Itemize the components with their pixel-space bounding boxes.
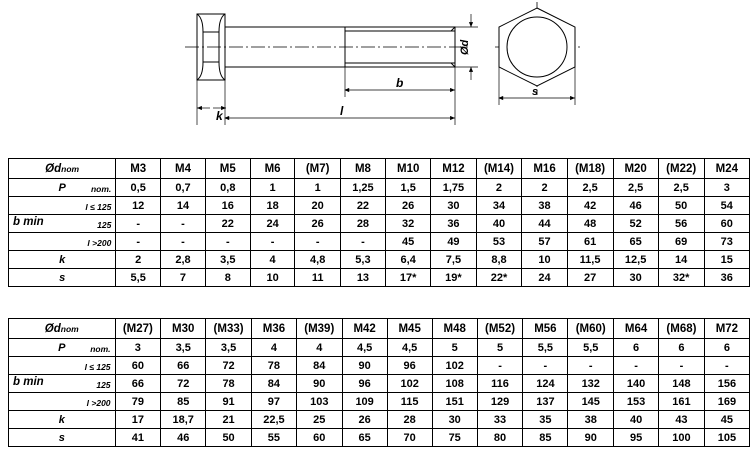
table-cell: 26 (342, 411, 387, 429)
row-label: b min 125 (9, 375, 116, 393)
table-cell: 52 (613, 215, 658, 233)
table-cell: 4,8 (295, 251, 340, 269)
table-cell: - (250, 233, 295, 251)
table-cell: 14 (658, 251, 704, 269)
header-cell: (M7) (295, 159, 340, 179)
table-cell: 60 (296, 429, 342, 447)
table-cell: 72 (206, 357, 252, 375)
table-cell: 36 (704, 269, 749, 287)
table-cell: 2,5 (613, 179, 658, 197)
header-cell: M4 (161, 159, 206, 179)
table-cell: 103 (296, 393, 342, 411)
table-cell: 18,7 (161, 411, 206, 429)
table-cell: 14 (161, 197, 206, 215)
table-cell: 151 (432, 393, 477, 411)
table-cell: 96 (342, 375, 387, 393)
table-cell: 44 (522, 215, 567, 233)
table-cell: 84 (296, 357, 342, 375)
header-cell: M3 (116, 159, 161, 179)
table-cell: 41 (115, 429, 161, 447)
table-cell: 24 (522, 269, 567, 287)
header-cell: M48 (432, 319, 477, 339)
table-cell: 28 (387, 411, 432, 429)
header-cell: M6 (250, 159, 295, 179)
row-label: l >200 (9, 393, 116, 411)
table-cell: 66 (161, 357, 206, 375)
table-cell: 45 (386, 233, 431, 251)
table-cell: 5 (432, 339, 477, 357)
table-cell: 70 (387, 429, 432, 447)
table-cell: 26 (386, 197, 431, 215)
table-cell: 2 (522, 179, 567, 197)
table-cell: - (116, 233, 161, 251)
table-cell: 5,5 (523, 339, 568, 357)
table-cell: 12 (116, 197, 161, 215)
table-cell: 61 (567, 233, 613, 251)
header-cell: (M39) (296, 319, 342, 339)
table-cell: 105 (704, 429, 749, 447)
table-cell: 56 (658, 215, 704, 233)
table-cell: 60 (704, 215, 749, 233)
table-cell: 40 (614, 411, 659, 429)
table-cell: 148 (659, 375, 705, 393)
table-cell: 90 (342, 357, 387, 375)
header-cell: M42 (342, 319, 387, 339)
table-cell: 4,5 (342, 339, 387, 357)
table-row (9, 251, 750, 269)
row-label: s (9, 429, 116, 447)
header-cell: M8 (340, 159, 385, 179)
table-cell: 137 (523, 393, 568, 411)
table-cell: 4,5 (387, 339, 432, 357)
header-cell: M24 (704, 159, 749, 179)
header-cell: (M14) (476, 159, 522, 179)
table-cell: - (340, 233, 385, 251)
table-cell: 90 (568, 429, 614, 447)
table-cell: 11 (295, 269, 340, 287)
table-cell: 38 (522, 197, 567, 215)
table-cell: 60 (115, 357, 161, 375)
table-cell: 35 (523, 411, 568, 429)
table-cell: 53 (476, 233, 522, 251)
table-cell: 7 (161, 269, 206, 287)
header-cell: M20 (613, 159, 658, 179)
table-cell: 97 (251, 393, 296, 411)
table-cell: 55 (251, 429, 296, 447)
table-cell: 7,5 (431, 251, 476, 269)
table-cell: 20 (295, 197, 340, 215)
table-cell: 90 (296, 375, 342, 393)
table-cell: 115 (387, 393, 432, 411)
table-cell: 169 (704, 393, 749, 411)
table-metric-large (8, 318, 750, 447)
table-cell: 45 (704, 411, 749, 429)
table-cell: 1,75 (431, 179, 476, 197)
table-cell: - (116, 215, 161, 233)
table-cell: 153 (614, 393, 659, 411)
table-cell: - (614, 357, 659, 375)
table-cell: - (523, 357, 568, 375)
table-metric-small (8, 158, 750, 287)
dim-b-label: b (396, 76, 404, 90)
table-cell: 12,5 (613, 251, 658, 269)
table-cell: 8,8 (476, 251, 522, 269)
header-cell: (M27) (115, 319, 161, 339)
table-row (9, 357, 750, 375)
table-cell: 22 (205, 215, 250, 233)
table-cell: 50 (658, 197, 704, 215)
table-cell: 4 (250, 251, 295, 269)
table-row (9, 393, 750, 411)
header-cell-diameter: Ødnom (9, 319, 116, 339)
table-cell: 11,5 (567, 251, 613, 269)
table-row (9, 269, 750, 287)
table-cell: 26 (295, 215, 340, 233)
table-cell: 34 (476, 197, 522, 215)
table-cell: - (477, 357, 523, 375)
table-cell: 36 (431, 215, 476, 233)
table-cell: 78 (251, 357, 296, 375)
table-cell: 3 (704, 179, 749, 197)
row-label: P nom. (9, 179, 116, 197)
table-cell: 33 (477, 411, 523, 429)
table-cell: 30 (613, 269, 658, 287)
table-cell: 78 (206, 375, 252, 393)
table-row (9, 339, 750, 357)
table-cell: 3,5 (206, 339, 252, 357)
table-cell: 0,8 (205, 179, 250, 197)
table-cell: 145 (568, 393, 614, 411)
table-cell: 6 (704, 339, 749, 357)
table-cell: - (659, 357, 705, 375)
table-cell: 109 (342, 393, 387, 411)
table-cell: 4 (251, 339, 296, 357)
table-cell: 46 (613, 197, 658, 215)
table-cell: 80 (477, 429, 523, 447)
table-cell: 10 (250, 269, 295, 287)
header-cell: (M60) (568, 319, 614, 339)
table-cell: 1 (295, 179, 340, 197)
header-cell: M36 (251, 319, 296, 339)
table-cell: 6 (659, 339, 705, 357)
table-cell: 42 (567, 197, 613, 215)
table-row (9, 215, 750, 233)
header-cell: (M33) (206, 319, 252, 339)
table-cell: 30 (431, 197, 476, 215)
table-cell: 24 (250, 215, 295, 233)
dim-l-label: l (340, 104, 344, 118)
header-cell: M16 (522, 159, 567, 179)
table-cell: 116 (477, 375, 523, 393)
header-cell: M5 (205, 159, 250, 179)
table-cell: 48 (567, 215, 613, 233)
table-cell: 21 (206, 411, 252, 429)
table-cell: 22,5 (251, 411, 296, 429)
table-cell: 40 (476, 215, 522, 233)
table-cell: 27 (567, 269, 613, 287)
table-cell: 8 (205, 269, 250, 287)
row-label: s (9, 269, 116, 287)
header-cell: M12 (431, 159, 476, 179)
table-row (9, 429, 750, 447)
table-cell: 75 (432, 429, 477, 447)
row-label: l >200 (9, 233, 116, 251)
table-cell: 69 (658, 233, 704, 251)
table-cell: 5,5 (568, 339, 614, 357)
table-cell: 50 (206, 429, 252, 447)
table-cell: 57 (522, 233, 567, 251)
table-cell: 102 (387, 375, 432, 393)
table-cell: 2 (476, 179, 522, 197)
table-cell: 65 (613, 233, 658, 251)
table-cell: - (568, 357, 614, 375)
header-cell: M56 (523, 319, 568, 339)
table-cell: 32 (386, 215, 431, 233)
table-cell: 17* (386, 269, 431, 287)
table-cell: 72 (161, 375, 206, 393)
table-cell: 79 (115, 393, 161, 411)
table-cell: 1,25 (340, 179, 385, 197)
dim-k-label: k (216, 109, 223, 123)
table-cell: 38 (568, 411, 614, 429)
table-row (9, 179, 750, 197)
table-cell: 132 (568, 375, 614, 393)
header-cell: M45 (387, 319, 432, 339)
table-cell: 30 (432, 411, 477, 429)
table-cell: 46 (161, 429, 206, 447)
table-cell: 140 (614, 375, 659, 393)
table-header-row (9, 319, 750, 339)
table-cell: 22* (476, 269, 522, 287)
table-cell: 25 (296, 411, 342, 429)
table-cell: 18 (250, 197, 295, 215)
header-cell: M10 (386, 159, 431, 179)
header-cell: (M68) (659, 319, 705, 339)
table-row (9, 411, 750, 429)
table-cell: 15 (704, 251, 749, 269)
table-cell: 84 (251, 375, 296, 393)
table-cell: - (704, 357, 749, 375)
table-cell: 32* (658, 269, 704, 287)
table-cell: 129 (477, 393, 523, 411)
table-cell: 54 (704, 197, 749, 215)
table-cell: - (295, 233, 340, 251)
table-header-row (9, 159, 750, 179)
dim-s-label: s (532, 86, 539, 98)
table-cell: 0,7 (161, 179, 206, 197)
table-cell: 4 (296, 339, 342, 357)
table-cell: 0,5 (116, 179, 161, 197)
table-cell: 85 (523, 429, 568, 447)
row-label: P nom. (9, 339, 116, 357)
header-cell: M72 (704, 319, 749, 339)
table-cell: - (205, 233, 250, 251)
table-cell: 49 (431, 233, 476, 251)
table-cell: 2,5 (658, 179, 704, 197)
table-cell: 28 (340, 215, 385, 233)
table-cell: 5,5 (116, 269, 161, 287)
table-cell: 100 (659, 429, 705, 447)
header-cell: M30 (161, 319, 206, 339)
row-label: k (9, 251, 116, 269)
table-cell: 3,5 (205, 251, 250, 269)
table-cell: 43 (659, 411, 705, 429)
table-cell: 108 (432, 375, 477, 393)
table-cell: 161 (659, 393, 705, 411)
table-cell: 5,3 (340, 251, 385, 269)
table-cell: 5 (477, 339, 523, 357)
bolt-technical-drawing (0, 0, 750, 148)
table-cell: 102 (432, 357, 477, 375)
table-cell: 124 (523, 375, 568, 393)
table-row (9, 233, 750, 251)
row-label: l ≤ 125 (9, 357, 116, 375)
table-cell: 96 (387, 357, 432, 375)
table-cell: 91 (206, 393, 252, 411)
header-cell: (M52) (477, 319, 523, 339)
table-cell: 10 (522, 251, 567, 269)
table-cell: 85 (161, 393, 206, 411)
table-row (9, 375, 750, 393)
table-cell: 1 (250, 179, 295, 197)
table-cell: 156 (704, 375, 749, 393)
table-cell: 3,5 (161, 339, 206, 357)
table-cell: 3 (115, 339, 161, 357)
header-cell-diameter: Ødnom (9, 159, 116, 179)
header-cell: (M22) (658, 159, 704, 179)
header-cell: (M18) (567, 159, 613, 179)
table-cell: 73 (704, 233, 749, 251)
table-cell: 2 (116, 251, 161, 269)
table-row (9, 197, 750, 215)
table-cell: 66 (115, 375, 161, 393)
row-label: k (9, 411, 116, 429)
table-cell: - (161, 215, 206, 233)
table-cell: 65 (342, 429, 387, 447)
table-cell: 6 (614, 339, 659, 357)
table-cell: 16 (205, 197, 250, 215)
header-cell: M64 (614, 319, 659, 339)
row-label: l ≤ 125 (9, 197, 116, 215)
table-cell: 95 (614, 429, 659, 447)
table-cell: 2,5 (567, 179, 613, 197)
table-cell: 22 (340, 197, 385, 215)
table-cell: 17 (115, 411, 161, 429)
dim-diameter-label: Ød (459, 39, 471, 55)
table-cell: - (161, 233, 206, 251)
table-cell: 6,4 (386, 251, 431, 269)
table-cell: 19* (431, 269, 476, 287)
table-cell: 13 (340, 269, 385, 287)
table-cell: 1,5 (386, 179, 431, 197)
table-cell: 2,8 (161, 251, 206, 269)
row-label: b min 125 (9, 215, 116, 233)
